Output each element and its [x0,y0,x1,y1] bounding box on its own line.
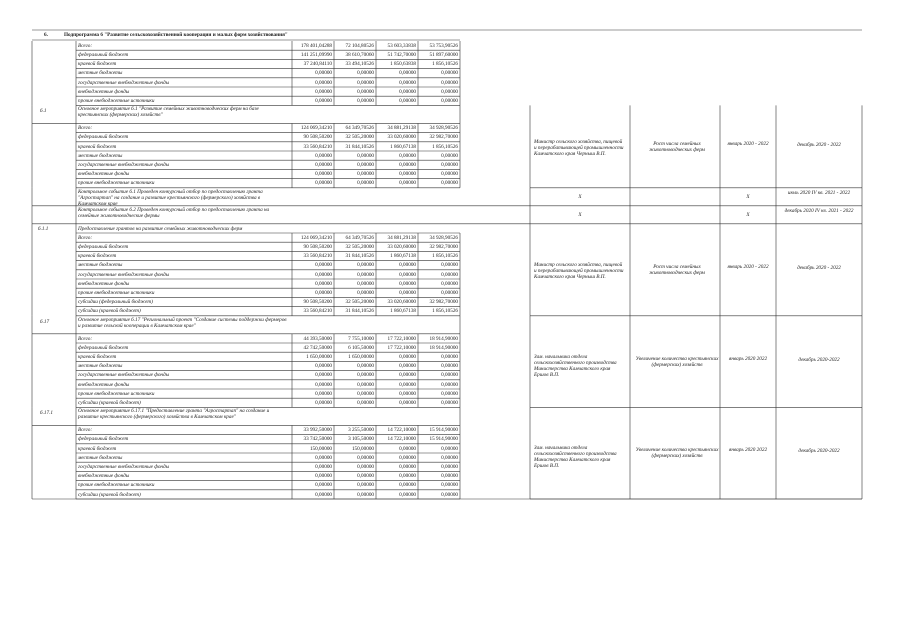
control-event-x: Х [578,193,582,200]
measure-6-17-1-end-date: декабрь 2020-2022 [798,448,840,455]
measure-6-17-1-row-label: государственные внебюджетные фонды [78,464,170,470]
control-event-x: Х [746,193,750,200]
measure-6-1-1-value-cell: 33 020,60000 [387,299,416,306]
subprogram-total-value-cell: 0,00000 [357,70,374,77]
measure-6-17-1-row-label: краевой бюджет [78,445,117,452]
measure-6-1-1-end-date: декабрь 2020 - 2022 [797,264,841,271]
measure-6-1-value-cell: 0,00000 [357,152,374,159]
measure-6-17-1-value-cell: 0,00000 [357,491,374,498]
subprogram-total-value-cell: 0,00000 [399,70,416,77]
measure-6-1-1-code: 6.1.1 [38,225,49,232]
measure-6-17-row-label: прочие внебюджетные источники [78,390,155,397]
subprogram-total-value-cell: 37 240,84110 [303,61,332,68]
measure-6-1-value-cell: 0,00000 [441,171,458,178]
measure-6-1-1-value-cell: 0,00000 [441,280,458,287]
measure-6-1-1-value-cell: 1 856,10526 [432,253,458,260]
measure-6-1-1-value-cell: 0,00000 [315,271,332,278]
subprogram-total-value-cell: 72 104,80526 [345,42,374,49]
measure-6-1-1-row-label: субсидии (краевой бюджет) [78,308,141,315]
measure-6-17-1-value-cell: 0,00000 [399,445,416,452]
subprogram-total-value-cell: 0,00000 [357,79,374,86]
measure-6-1-1-row-label: местные бюджеты [78,262,123,269]
measure-6-17-1-row-label: субсидии (краевой бюджет) [78,491,141,498]
measure-6-17-1-code: 6.17.1 [40,410,53,417]
subprogram-total-value-cell: 53 753,90526 [429,42,458,49]
measure-6-17-value-cell: 18 914,90000 [429,335,458,342]
measure-6-1-value-cell: 1 860,67138 [390,143,416,150]
measure-6-17-value-cell: 6 105,50000 [348,344,374,351]
measure-6-1-value-cell: 34 881,29138 [387,125,416,132]
measure-6-1-1-value-cell: 32 505,20000 [345,244,374,250]
measure-6-1-value-cell: 64 349,70526 [345,125,374,132]
measure-6-1-1-value-cell: 0,00000 [441,262,458,269]
measure-6-17-1-value-cell: 0,00000 [441,445,458,452]
measure-6-17-1-row-label: федеральный бюджет [78,436,129,443]
budget-table-sheet [30,28,882,620]
measure-6-1-value-cell: 0,00000 [315,171,332,178]
measure-6-1-1-value-cell: 1 856,10526 [432,308,458,315]
measure-6-17-value-cell: 17 722,10000 [387,344,416,351]
measure-6-17-1-value-cell: 0,00000 [441,464,458,470]
measure-6-17-1-value-cell: 0,00000 [357,454,374,461]
measure-6-1-1-value-cell: 32 982,70000 [429,299,458,306]
measure-6-17-1-value-cell: 33 742,50000 [303,436,332,443]
measure-6-17-1-value-cell: 0,00000 [399,482,416,489]
subprogram-total-value-cell: 178 401,04288 [300,42,332,49]
subprogram-total-value-cell: 0,00000 [357,98,374,104]
measure-6-17-value-cell: 0,00000 [441,354,458,360]
measure-6-17-1-value-cell: 14 722,10000 [387,427,416,434]
measure-6-1-row-label: внебюджетные фонды [78,171,130,178]
measure-6-1-1-value-cell: 33 020,60000 [387,244,416,250]
measure-6-1-value-cell: 0,00000 [441,152,458,159]
measure-6-17-value-cell: 0,00000 [315,363,332,370]
measure-6-17-value-cell: 44 393,50000 [303,335,332,342]
measure-6-1-1-row-label: федеральный бюджет [78,244,129,250]
measure-6-17-value-cell: 0,00000 [315,381,332,388]
measure-6-17-1-value-cell: 3 255,50000 [348,427,374,434]
measure-6-17-1-value-cell: 3 105,50000 [348,436,374,443]
subprogram-total-value-cell: 0,00000 [399,88,416,95]
measure-6-1-1-value-cell: 34 928,90526 [429,234,458,241]
measure-6-17-title: Основное мероприятие 6.17 "Региональный проект "Создание системы поддержки фермеров и развитие сельской кооперации в Камчатском крае" [78,316,287,329]
measure-6-17-row-label: местные бюджеты [78,363,123,370]
measure-6-1-1-value-cell: 1 860,67138 [390,308,416,315]
measure-6-17-1-value-cell: 15 914,90000 [429,427,458,434]
subprogram-total-row-label: местные бюджеты [78,70,123,77]
measure-6-1-value-cell: 0,00000 [441,180,458,187]
measure-6-1-value-cell: 0,00000 [357,171,374,178]
measure-6-1-1-value-cell: 90 508,50200 [303,244,332,250]
measure-6-17-1-indicator: Увеличение количества крестьянских (фермерских) хозяйств [635,447,719,460]
measure-6-1-value-cell: 124 069,34210 [300,125,332,132]
subprogram-total-row-label: прочие внебюджетные источники [78,98,155,104]
measure-6-17-1-value-cell: 0,00000 [399,473,416,480]
measure-6-17-executor: Зам. начальника отдела сельскохозяйственного производства Министерства Камчатского края Ершов В.П. [534,353,617,378]
measure-6-1-value-cell: 0,00000 [399,171,416,178]
subprogram-total-value-cell: 0,00000 [441,98,458,104]
subprogram-total-value-cell: 0,00000 [441,70,458,77]
measure-6-17-value-cell: 0,00000 [315,372,332,379]
measure-6-17-1-value-cell: 33 992,50000 [303,427,332,434]
section-number: 6. [44,32,48,38]
subprogram-total-value-cell: 53 603,33838 [387,42,416,49]
measure-6-17-value-cell: 0,00000 [399,390,416,397]
measure-6-17-1-value-cell: 0,00000 [399,491,416,498]
subprogram-total-value-cell: 0,00000 [315,79,332,86]
measure-6-1-value-cell: 0,00000 [399,180,416,187]
subprogram-total-value-cell: 1 856,10526 [432,61,458,68]
measure-6-1-1-value-cell: 1 860,67138 [390,253,416,260]
measure-6-1-value-cell: 0,00000 [315,180,332,187]
measure-6-1-value-cell: 0,00000 [315,152,332,159]
measure-6-1-1-value-cell: 31 844,10526 [345,253,374,260]
measure-6-1-value-cell: 32 505,20000 [345,134,374,141]
measure-6-17-1-value-cell: 14 722,10000 [387,436,416,443]
measure-6-1-1-row-label: прочие внебюджетные источники [78,290,155,296]
measure-6-17-1-value-cell: 0,00000 [357,473,374,480]
measure-6-1-1-value-cell: 90 508,50200 [303,299,332,306]
measure-6-1-1-row-label: внебюджетные фонды [78,280,130,287]
measure-6-17-value-cell: 0,00000 [441,363,458,370]
measure-6-1-value-cell: 0,00000 [399,152,416,159]
measure-6-1-1-value-cell: 0,00000 [315,262,332,269]
measure-6-17-1-value-cell: 0,00000 [399,464,416,470]
measure-6-17-value-cell: 0,00000 [315,390,332,397]
subprogram-total-value-cell: 33 494,10526 [345,61,374,68]
measure-6-17-value-cell: 0,00000 [441,390,458,397]
measure-6-1-1-row-label: государственные внебюджетные фонды [78,271,170,278]
measure-6-1-value-cell: 33 560,84210 [303,143,332,150]
subprogram-total-value-cell: 0,00000 [315,88,332,95]
measure-6-17-value-cell: 0,00000 [399,400,416,406]
measure-6-17-1-row-label: внебюджетные фонды [78,473,130,480]
measure-6-17-1-row-label: прочие внебюджетные источники [78,482,155,489]
measure-6-1-1-row-label: Всего: [78,234,93,241]
measure-6-1-1-value-cell: 0,00000 [357,290,374,296]
measure-6-17-1-value-cell: 0,00000 [315,482,332,489]
measure-6-1-1-value-cell: 124 069,34210 [300,234,332,241]
measure-6-1-start-date: январь 2020 - 2022 [727,140,769,147]
measure-6-1-value-cell: 0,00000 [315,162,332,168]
subprogram-total-value-cell: 141 251,09990 [300,52,332,58]
control-event-date: июль 2020 IV кв. 2021 - 2022 [787,189,851,196]
control-event-x: Х [578,211,582,218]
measure-6-17-1-value-cell: 15 914,90000 [429,436,458,443]
measure-6-17-1-value-cell: 0,00000 [399,454,416,461]
measure-6-17-value-cell: 1 650,00000 [348,354,374,360]
subprogram-total-row-label: внебюджетные фонды [78,88,130,95]
measure-6-17-end-date: декабрь 2020-2022 [798,356,840,363]
measure-6-1-value-cell: 32 982,70000 [429,134,458,141]
control-event-text: Контрольное событие 6.1 Проведен конкурсный отбор по предоставлению гранта "Агростартап" на создание и развитие крестьянского (фермерского) хозяйства в Камчатском крае [78,188,263,207]
measure-6-17-1-value-cell: 0,00000 [357,464,374,470]
measure-6-17-value-cell: 0,00000 [399,372,416,379]
measure-6-1-value-cell: 0,00000 [357,180,374,187]
measure-6-17-value-cell: 0,00000 [399,363,416,370]
measure-6-17-1-value-cell: 0,00000 [315,491,332,498]
measure-6-1-value-cell: 0,00000 [357,162,374,168]
measure-6-1-row-label: местные бюджеты [78,152,123,159]
measure-6-1-1-value-cell: 0,00000 [399,280,416,287]
measure-6-17-value-cell: 0,00000 [399,381,416,388]
measure-6-17-value-cell: 0,00000 [357,372,374,379]
subprogram-total-value-cell: 0,00000 [399,79,416,86]
subprogram-total-value-cell: 0,00000 [357,88,374,95]
measure-6-1-1-value-cell: 0,00000 [441,271,458,278]
measure-6-1-value-cell: 33 020,60000 [387,134,416,141]
measure-6-1-1-value-cell: 0,00000 [357,271,374,278]
measure-6-17-row-label: федеральный бюджет [78,344,129,351]
measure-6-1-1-value-cell: 0,00000 [399,262,416,269]
measure-6-1-value-cell: 31 844,10526 [345,143,374,150]
measure-6-1-1-executor: Министр сельского хозяйства, пищевой и перерабатывающей промышленности Камчатского края Черныш В.П. [534,261,624,280]
measure-6-1-value-cell: 90 508,50200 [303,134,332,141]
subprogram-total-value-cell: 0,00000 [441,79,458,86]
subprogram-total-value-cell: 0,00000 [399,98,416,104]
measure-6-1-1-value-cell: 0,00000 [315,290,332,296]
measure-6-1-row-label: государственные внебюджетные фонды [78,162,170,168]
measure-6-1-1-row-label: краевой бюджет [78,253,117,260]
measure-6-17-1-value-cell: 150,00000 [351,445,374,452]
subprogram-total-value-cell: 1 850,63838 [390,61,416,68]
measure-6-1-1-value-cell: 0,00000 [399,290,416,296]
measure-6-17-value-cell: 0,00000 [357,390,374,397]
control-event-text: Контрольное событие 6.2 Проведен конкурсный отбор по предоставлению гранта на семейные животноводческие фермы [78,206,270,219]
measure-6-17-value-cell: 0,00000 [441,381,458,388]
measure-6-1-1-value-cell: 0,00000 [357,262,374,269]
subprogram-total-value-cell: 0,00000 [315,70,332,77]
measure-6-17-1-value-cell: 150,00000 [309,445,332,452]
measure-6-17-1-value-cell: 0,00000 [315,473,332,480]
measure-6-1-1-value-cell: 33 560,84210 [303,253,332,260]
measure-6-17-value-cell: 0,00000 [357,400,374,406]
measure-6-1-1-value-cell: 34 881,29138 [387,234,416,241]
subprogram-total-row-label: государственные внебюджетные фонды [78,79,170,86]
measure-6-17-row-label: субсидии (краевой бюджет) [78,400,141,406]
measure-6-17-row-label: Всего: [78,335,93,342]
measure-6-17-row-label: краевой бюджет [78,354,117,360]
control-event-date: декабрь 2020 IV кв. 2021 - 2022 [784,207,854,214]
measure-6-1-1-value-cell: 64 349,70526 [345,234,374,241]
measure-6-17-value-cell: 1 650,00000 [306,354,332,360]
measure-6-17-value-cell: 17 722,10000 [387,335,416,342]
measure-6-17-1-value-cell: 0,00000 [315,454,332,461]
measure-6-17-1-value-cell: 0,00000 [441,454,458,461]
measure-6-17-value-cell: 0,00000 [357,363,374,370]
measure-6-1-row-label: прочие внебюджетные источники [78,180,155,187]
measure-6-1-1-value-cell: 32 982,70000 [429,244,458,250]
section-title: Подпрограмма 6 "Развитие сельскохозяйственной кооперации и малых форм хозяйствования" [64,32,288,38]
measure-6-1-1-title: Предоставление грантов на развитие семейных животноводческих ферм [78,225,243,232]
measure-6-17-1-title: Основное мероприятие 6.17.1 "Предоставление гранта "Агростартап" на создание и развитие крестьянского (фермерского) хозяйства в Камчатском крае" [78,408,270,421]
measure-6-1-row-label: федеральный бюджет [78,134,129,141]
measure-6-1-1-indicator: Рост числа семейных животноводческих ферм [649,263,705,276]
subprogram-total-value-cell: 51 742,70000 [387,52,416,58]
subprogram-total-row-label: краевой бюджет [78,61,117,68]
measure-6-17-start-date: январь 2020 2022 [728,355,768,362]
measure-6-1-row-label: Всего: [78,125,93,132]
subprogram-total-value-cell: 0,00000 [315,98,332,104]
subprogram-total-row-label: Всего: [78,42,93,49]
measure-6-17-1-value-cell: 0,00000 [441,491,458,498]
measure-6-17-1-value-cell: 0,00000 [441,482,458,489]
measure-6-17-value-cell: 0,00000 [315,400,332,406]
subprogram-total-row-label: федеральный бюджет [78,52,129,58]
measure-6-17-1-value-cell: 0,00000 [357,482,374,489]
measure-6-1-value-cell: 0,00000 [399,162,416,168]
measure-6-1-indicator: Рост числа семейных животноводческих ферм [649,140,705,153]
measure-6-1-row-label: краевой бюджет [78,143,117,150]
measure-6-1-1-value-cell: 0,00000 [441,290,458,296]
measure-6-1-1-value-cell: 33 560,84210 [303,308,332,315]
measure-6-17-1-row-label: Всего: [78,427,93,434]
measure-6-17-value-cell: 18 914,90000 [429,344,458,351]
measure-6-17-value-cell: 7 755,10000 [348,335,374,342]
measure-6-1-executor: Министр сельского хозяйства, пищевой и перерабатывающей промышленности Камчатского края Черныш В.П. [534,138,624,157]
measure-6-1-code: 6.1 [40,108,47,115]
measure-6-17-value-cell: 0,00000 [441,372,458,379]
measure-6-1-end-date: декабрь 2020 - 2022 [797,141,841,148]
measure-6-1-1-value-cell: 0,00000 [315,280,332,287]
measure-6-17-1-executor: Зам. начальника отдела сельскохозяйственного производства Министерства Камчатского края Ершов В.П. [534,445,617,470]
control-event-x: Х [746,211,750,218]
measure-6-17-code: 6.17 [40,318,50,325]
measure-6-17-1-start-date: январь 2020 2022 [728,447,768,454]
measure-6-1-value-cell: 34 928,90526 [429,125,458,132]
measure-6-1-1-value-cell: 0,00000 [357,280,374,287]
measure-6-17-indicator: Увеличение количества крестьянских (фермерских) хозяйств [635,355,719,368]
measure-6-1-1-value-cell: 0,00000 [399,271,416,278]
measure-6-1-value-cell: 1 856,10526 [432,143,458,150]
measure-6-17-value-cell: 0,00000 [399,354,416,360]
measure-6-1-1-start-date: январь 2020 - 2022 [727,263,769,270]
subprogram-total-value-cell: 38 610,70060 [345,52,374,58]
measure-6-1-1-value-cell: 32 505,20000 [345,299,374,306]
measure-6-17-value-cell: 42 742,50000 [303,344,332,351]
measure-6-17-1-row-label: местные бюджеты [78,454,123,461]
measure-6-1-1-row-label: субсидии (федеральный бюджет) [78,299,153,306]
measure-6-1-1-value-cell: 31 844,10526 [345,308,374,315]
measure-6-17-row-label: государственные внебюджетные фонды [78,372,170,379]
measure-6-1-title: Основное мероприятие 6.1 "Развитие семейных животноводческих ферм на базе крестьянских (фермерских) хозяйств" [78,106,259,119]
measure-6-17-1-value-cell: 0,00000 [441,473,458,480]
measure-6-17-row-label: внебюджетные фонды [78,381,130,388]
subprogram-total-value-cell: 51 897,60000 [429,52,458,58]
measure-6-17-1-value-cell: 0,00000 [315,464,332,470]
measure-6-1-value-cell: 0,00000 [441,162,458,168]
subprogram-total-value-cell: 0,00000 [441,88,458,95]
measure-6-17-value-cell: 0,00000 [441,400,458,406]
measure-6-17-value-cell: 0,00000 [357,381,374,388]
